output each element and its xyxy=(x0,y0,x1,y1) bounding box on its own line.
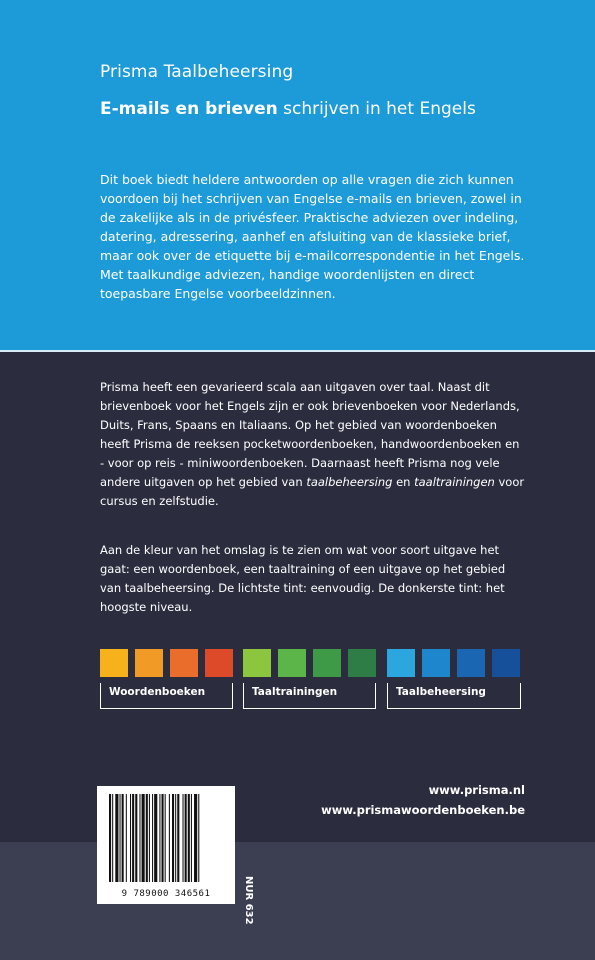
swatch-taaltrainingen-3 xyxy=(313,649,341,677)
barcode-bar xyxy=(162,794,164,882)
dark-info-panel xyxy=(0,352,595,842)
legend-woordenboeken: Woordenboeken xyxy=(100,683,233,709)
barcode-bar xyxy=(112,794,113,882)
swatch-taaltrainingen-2 xyxy=(278,649,306,677)
swatch-woordenboeken-4 xyxy=(205,649,233,677)
barcode-bar xyxy=(159,794,160,882)
publisher-text-2: en xyxy=(392,475,415,489)
bottom-band xyxy=(0,842,595,960)
barcode-bar xyxy=(172,794,174,882)
swatch-taalbeheersing-2 xyxy=(422,649,450,677)
nur-code: NUR 632 xyxy=(243,876,254,925)
barcode-bar xyxy=(109,794,111,882)
barcode-bar xyxy=(169,794,170,882)
series-name: Prisma Taalbeheersing xyxy=(100,62,294,82)
barcode-bar xyxy=(130,794,131,882)
book-title-bold: E-mails en brieven xyxy=(100,99,278,119)
book-title xyxy=(100,99,476,119)
legend-taaltrainingen: Taaltrainingen xyxy=(243,683,376,709)
barcode-bar xyxy=(135,794,137,882)
legend-taalbeheersing: Taalbeheersing xyxy=(387,683,521,709)
book-blurb: Dit boek biedt heldere antwoorden op alle vragen die zich kunnen voordoen bij het schrijven van Engelse e-mails en brieven, zowel in de zakelijke als in de privésfeer. Praktische adviezen over indeling, datering, adressering, aanhef en afsluiting van de klassieke brief, maar ook over de etiquette bij e-mailcorrespondentie in het Engels. Met taalkundige adviezen, handige woordenlijsten en direct toepasbare Engelse voorbeeldzinnen. xyxy=(100,172,525,301)
swatch-taaltrainingen-1 xyxy=(243,649,271,677)
publisher-italic-2: taaltrainingen xyxy=(414,475,495,489)
publisher-text-1: Prisma heeft een gevarieerd scala aan uitgaven over taal. Naast dit brievenboek voor het Engels zijn er ook brievenboeken voor Nederlands, Duits, Frans, Spaans en Italiaans. Op het gebied van woordenboeken heeft Prisma de reeksen pocketwoordenboeken, handwoordenboeken en - voor op reis - miniwoordenboeken. Daarnaast heeft Prisma nog vele andere uitgaven op het gebied van xyxy=(100,380,520,489)
barcode-bars xyxy=(109,794,223,882)
publisher-italic-1: taalbeheersing xyxy=(306,475,393,489)
barcode-bar xyxy=(139,794,140,882)
barcode-bar xyxy=(149,794,150,882)
barcode-bar xyxy=(154,794,157,882)
barcode-bar xyxy=(165,794,166,882)
barcode-bar xyxy=(146,794,148,882)
barcode-bar xyxy=(194,794,197,882)
barcode-bar xyxy=(122,794,124,882)
barcode-number: 9 789000 346561 xyxy=(121,889,211,899)
swatch-woordenboeken-1 xyxy=(100,649,128,677)
barcode-bar xyxy=(120,794,121,882)
color-scale xyxy=(100,649,525,681)
blue-header-panel xyxy=(0,0,595,352)
color-explanation-paragraph: Aan de kleur van het omslag is te zien om wat voor soort uitgave het gaat: een woordenboek, een taaltraining of een uitgave op het gebied van taalbeheersing. De lichtste tint: eenvoudig. De donkerste tint: het hoogste niveau. xyxy=(100,543,506,614)
link-prisma-nl[interactable]: www.prisma.nl xyxy=(428,783,525,797)
swatch-taalbeheersing-1 xyxy=(387,649,415,677)
barcode-bar xyxy=(132,794,134,882)
barcode-bar xyxy=(188,794,190,882)
barcode-bar xyxy=(175,794,176,882)
book-title-rest: schrijven in het Engels xyxy=(283,99,476,119)
swatch-taalbeheersing-4 xyxy=(492,649,520,677)
swatch-woordenboeken-2 xyxy=(135,649,163,677)
barcode-bar xyxy=(191,794,192,882)
barcode-bar xyxy=(185,794,187,882)
barcode-bar xyxy=(152,794,153,882)
swatch-taaltrainingen-4 xyxy=(348,649,376,677)
barcode-bar xyxy=(183,794,184,882)
link-prismawoordenboeken-be[interactable]: www.prismawoordenboeken.be xyxy=(321,803,525,817)
barcode-bar xyxy=(142,794,145,882)
barcode xyxy=(97,786,235,904)
publisher-paragraph xyxy=(100,378,525,511)
swatch-taalbeheersing-3 xyxy=(457,649,485,677)
website-links xyxy=(321,780,525,820)
swatch-woordenboeken-3 xyxy=(170,649,198,677)
barcode-bar xyxy=(126,794,127,882)
barcode-bar xyxy=(115,794,118,882)
publisher-text-3: voor cursus en zelfstudie. xyxy=(100,475,525,508)
barcode-bar xyxy=(198,794,199,882)
barcode-bar xyxy=(177,794,179,882)
